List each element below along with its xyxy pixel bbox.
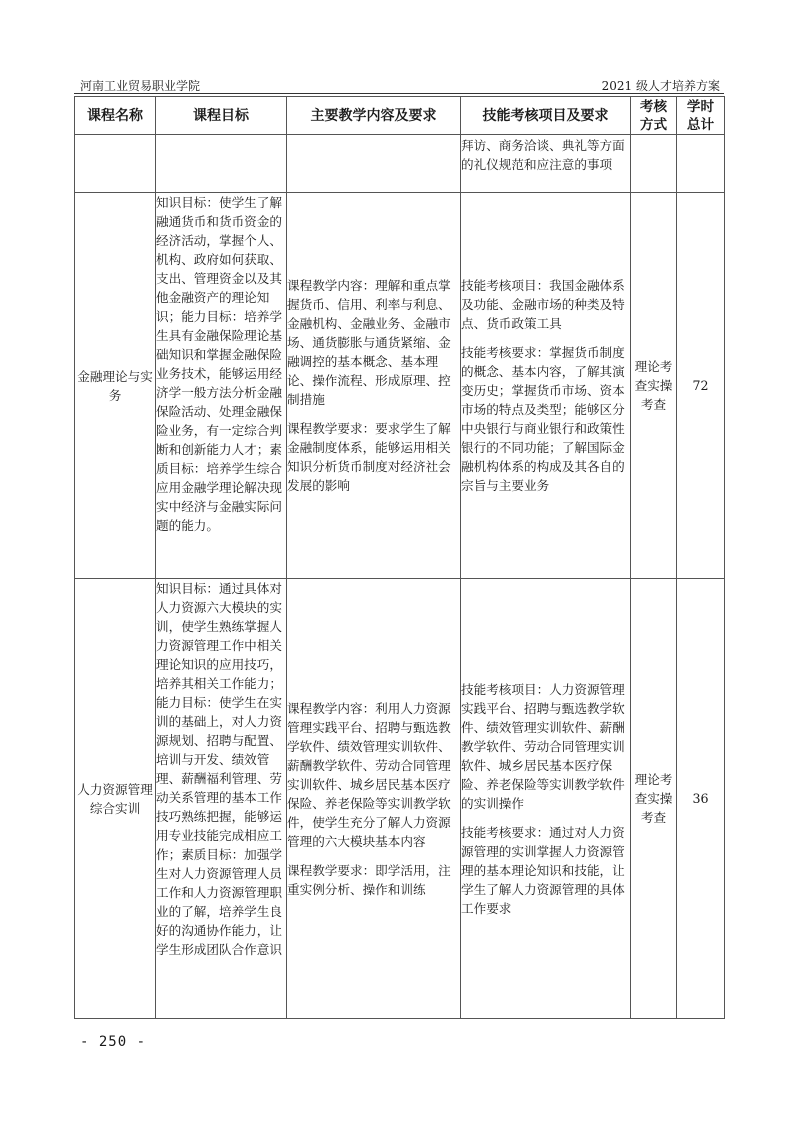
total-hours-cell: 72 [677, 193, 725, 579]
column-header-skill-assessment: 技能考核项目及要求 [461, 97, 631, 135]
curriculum-table [74, 96, 725, 1019]
skill-requirement-text: 技能考核要求：通过对人力资源管理的实训掌握人力资源管理的基本理论知识和技能，让学生了解人力资源管理的具体工作要求 [461, 824, 625, 916]
skill-item-text: 技能考核项目：我国金融体系及功能、金融市场的种类及特点、货币政策工具 [461, 278, 625, 331]
document-title: 2021 级人才培养方案 [601, 79, 720, 93]
course-name-cell: 人力资源管理综合实训 [75, 579, 156, 1019]
skill-item-text: 技能考核项目：人力资源管理实践平台、招聘与甄选教学软件、绩效管理实训软件、薪酬教学软件、劳动合同管理实训软件、城乡居民基本医疗保险、养老保险等实训教学软件的实训操作 [461, 681, 625, 811]
school-name: 河南工业贸易职业学院 [80, 79, 201, 93]
table-cell [287, 135, 461, 193]
column-header-assessment-method: 考核方式 [631, 97, 677, 135]
header-divider [74, 93, 724, 94]
teaching-content-cell [287, 193, 461, 579]
column-header-course-goal: 课程目标 [156, 97, 287, 135]
teaching-content-text: 课程教学内容：理解和重点掌握货币、信用、利率与利息、金融机构、金融业务、金融市场、通货膨胀与通货紧缩、金融调控的基本概念、基本理论、操作流程、形成原理、控制措施 [287, 278, 451, 407]
total-hours-cell: 36 [677, 579, 725, 1019]
skill-assessment-cell [461, 193, 631, 579]
course-goal-cell: 知识目标：使学生了解融通货币和货币资金的经济活动，掌握个人、机构、政府如何获取、支出、管理资金以及其他金融资产的理论知识；能力目标：培养学生具有金融保险理论基础知识和掌握金融保险业务技术，能够运用经济学一般方法分析金融保险活动、处理金融保险业务，有一定综合判断和创新能力人才；素质目标：培养学生综合应用金融学理论解决现实中经济与金融实际问题的能力。 [156, 193, 287, 579]
column-header-total-hours: 学时总计 [677, 97, 725, 135]
skill-assessment-cell [461, 579, 631, 1019]
table-row [75, 193, 725, 579]
teaching-content-cell [287, 579, 461, 1019]
table-cell [75, 135, 156, 193]
table-cell [156, 135, 287, 193]
assessment-method-cell: 理论考查实操考查 [631, 193, 677, 579]
table-cell [677, 135, 725, 193]
course-name-cell: 金融理论与实务 [75, 193, 156, 579]
page-number: - 250 - [80, 1034, 147, 1050]
continuation-skill-cell: 拜访、商务洽谈、典礼等方面的礼仪规范和应注意的事项 [461, 135, 631, 193]
table-cell [631, 135, 677, 193]
skill-requirement-text: 技能考核要求：掌握货币制度的概念、基本内容，了解其演变历史；掌握货币市场、资本市场的特点及类型；能够区分中央银行与商业银行和政策性银行的不同功能；了解国际金融机构体系的构成及其各自的宗旨与主要业务 [461, 345, 625, 493]
column-header-teaching-content: 主要教学内容及要求 [287, 97, 461, 135]
teaching-requirement-text: 课程教学要求：即学活用，注重实例分析、操作和训练 [287, 862, 451, 897]
table-header-row [75, 97, 725, 135]
assessment-method-cell: 理论考查实操考查 [631, 579, 677, 1019]
teaching-content-text: 课程教学内容：利用人力资源管理实践平台、招聘与甄选教学软件、绩效管理实训软件、薪酬教学软件、劳动合同管理实训软件、城乡居民基本医疗保险、养老保险等实训教学软件，使学生充分了解人力资源管理的六大模块基本内容 [287, 700, 451, 849]
table-row [75, 135, 725, 193]
course-goal-cell: 知识目标：通过具体对人力资源六大模块的实训，使学生熟练掌握人力资源管理工作中相关理论知识的应用技巧，培养其相关工作能力；能力目标：使学生在实训的基础上，对人力资源规划、招聘与配置、培训与开发、绩效管理、薪酬福利管理、劳动关系管理的基本工作技巧熟练把握，能够运用专业技能完成相应工作；素质目标：加强学生对人力资源管理人员工作和人力资源管理职业的了解，培养学生良好的沟通协作能力，让学生形成团队合作意识 [156, 579, 287, 1019]
teaching-requirement-text: 课程教学要求：要求学生了解金融制度体系，能够运用相关知识分析货币制度对经济社会发展的影响 [287, 421, 451, 493]
column-header-course-name: 课程名称 [75, 97, 156, 135]
table-row [75, 579, 725, 1019]
